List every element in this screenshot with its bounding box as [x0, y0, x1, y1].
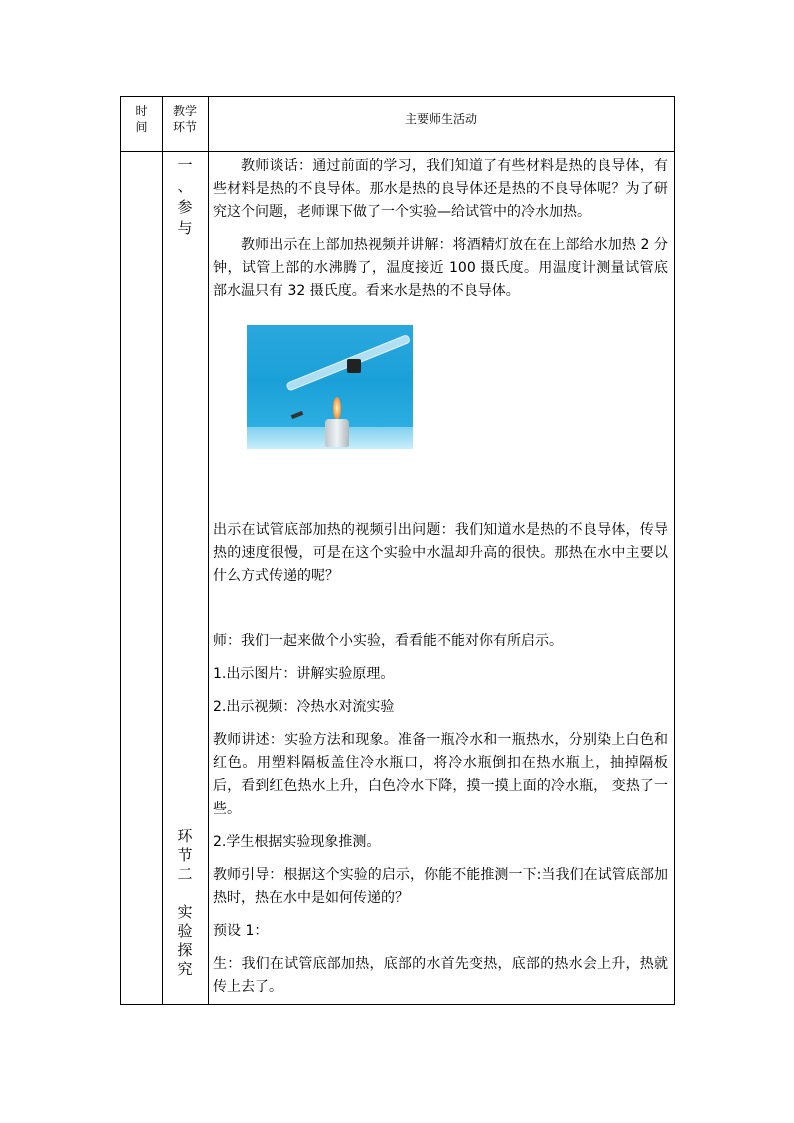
- paragraph: 教师引导：根据这个实验的启示，你能不能推测一下:当我们在试管底部加热时，热在水中是如何传递的？: [213, 867, 668, 906]
- header-stage-line1: 教学: [172, 104, 197, 118]
- activity-content: [213, 155, 668, 1009]
- stage-char: 参: [177, 198, 193, 216]
- header-time: [121, 103, 162, 135]
- stage-char: 验: [177, 922, 193, 940]
- header-stage-line2: 环节: [172, 120, 197, 134]
- experiment-video-thumbnail[interactable]: [247, 325, 413, 449]
- header-activity: 主要师生活动: [404, 112, 477, 126]
- stage-char: [173, 884, 197, 903]
- stage-label-part2: [173, 827, 197, 979]
- paragraph: 2.学生根据实验现象推测。: [213, 834, 381, 850]
- alcohol-lamp-icon: [325, 419, 349, 447]
- paragraph: 教师谈话：通过前面的学习，我们知道了有些材料是热的良导体，有些材料是热的不良导体。那水是热的良导体还是热的不良导体呢？为了研究这个问题，老师课下做了一个实验—给试管中的冷水加热。: [213, 158, 668, 220]
- column-divider: [208, 97, 209, 1004]
- header-time-line2: 间: [135, 120, 148, 134]
- paragraph: 2.出示视频：冷热水对流实验: [213, 699, 395, 715]
- stage-char: 、: [177, 177, 193, 195]
- stage-char: 究: [177, 960, 193, 978]
- flame-icon: [333, 397, 341, 419]
- stage-char: 二: [177, 865, 193, 883]
- clamp-shape: [347, 359, 361, 373]
- lesson-plan-table: [120, 96, 675, 1005]
- header-stage: [162, 103, 208, 135]
- header-divider: [121, 151, 674, 152]
- test-tube-tip-shape: [291, 411, 304, 419]
- stage-char: 探: [177, 941, 193, 959]
- paragraph: 师：我们一起来做个小实验，看看能不能对你有所启示。: [213, 633, 563, 649]
- header-time-line1: 时: [135, 104, 148, 118]
- paragraph: 出示在试管底部加热的视频引出问题：我们知道水是热的不良导体，传导热的速度很慢，可是在这个实验中水温却升高的很快。那热在水中主要以什么方式传递的呢？: [213, 522, 668, 584]
- stage-char: 一: [177, 156, 193, 174]
- paragraph: 教师讲述：实验方法和现象。准备一瓶冷水和一瓶热水，分别染上白色和红色。用塑料隔板盖住冷水瓶口，将冷水瓶倒扣在热水瓶上，抽掉隔板后，看到红色热水上升，白色冷水下降，摸一摸上面的冷水瓶， 变热了一些。: [213, 732, 668, 817]
- stage-label-part1: [173, 155, 197, 239]
- stage-char: 与: [177, 219, 193, 237]
- column-divider: [162, 97, 163, 1004]
- stage-char: 节: [177, 846, 193, 864]
- paragraph: 预设 1：: [213, 923, 269, 939]
- paragraph: 1.出示图片：讲解实验原理。: [213, 666, 395, 682]
- paragraph: 生：我们在试管底部加热，底部的水首先变热，底部的热水会上升，热就传上去了。: [213, 956, 668, 995]
- stage-char: 环: [177, 827, 193, 845]
- stage-char: 实: [177, 903, 193, 921]
- paragraph: 教师出示在上部加热视频并讲解：将酒精灯放在在上部给水加热 2 分钟，试管上部的水沸腾了，温度接近 100 摄氏度。用温度计测量试管底部水温只有 32 摄氏度。看来水是热的不良导体。: [213, 237, 668, 299]
